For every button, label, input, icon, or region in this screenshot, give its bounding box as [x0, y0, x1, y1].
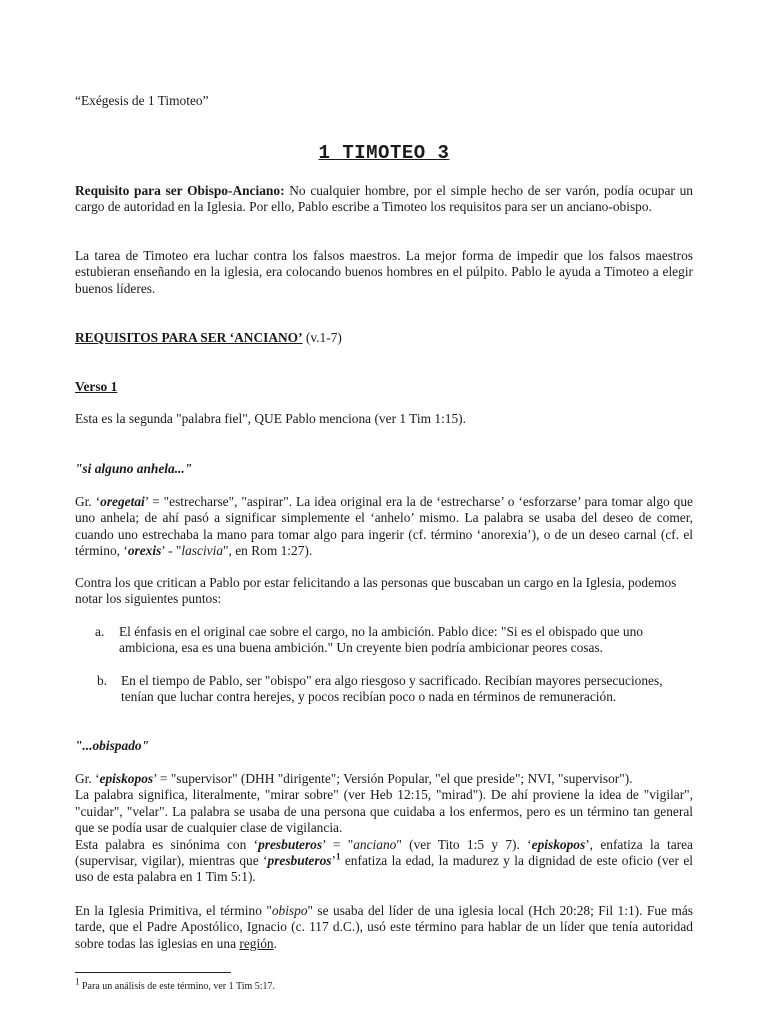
paragraph-tarea: La tarea de Timoteo era luchar contra los falsos maestros. La mejor forma de impedir que los falsos maestros estubieran enseñando en la iglesia, era colocando buenos hombres en el púlpito. Pablo le ayuda a Timoteo a elegir buenos líderes. — [75, 248, 693, 296]
gr2-l3b: ’ = " — [322, 836, 354, 852]
footnote-mark: 1 — [75, 976, 80, 987]
gr2-l3a: Esta palabra es sinónima con ‘ — [75, 836, 259, 852]
region-link[interactable]: región — [239, 935, 274, 951]
document-header-quote: “Exégesis de 1 Timoteo” — [75, 93, 209, 108]
gr2-prefix: Gr. ‘ — [75, 771, 100, 786]
paragraph-episkopos — [75, 771, 693, 886]
gr2-l3d: ’, enfatiza la tarea (supervisar, vigilar), mientras que ‘ — [75, 836, 693, 869]
list-marker: b. — [97, 673, 108, 688]
gr1-word: oregetai — [100, 494, 145, 509]
verse-heading — [75, 379, 693, 395]
section-heading-ref: (v.1-7) — [302, 330, 342, 345]
iglesia-a: En la Iglesia Primitiva, el término " — [75, 903, 272, 918]
iglesia-word: obispo — [271, 903, 308, 918]
gr2-word-episkopos2: episkopos — [531, 836, 586, 852]
list-item-text: En el tiempo de Pablo, ser "obispo" era algo riesgoso y sacrificado. Recibían mayores persecuciones, tenían que luchar contra herejes, y pocos recibían poco o nada en términos de remuneración. — [121, 673, 663, 705]
requisito-text: No cualquier hombre, por el simple hecho de ser varón, podía ocupar un cargo de autoridad en la Iglesia. Por ello, Pablo escribe a Timoteo los requisitos para ser un anciano-obispo. — [75, 183, 693, 215]
phrase-heading-obispado — [75, 738, 693, 754]
footnote — [75, 976, 276, 995]
gr2-word-anciano: anciano — [353, 836, 397, 852]
gr1-end: ", en Rom 1:27). — [223, 543, 313, 559]
gr2-l3e: ’ — [331, 853, 336, 869]
gr2-word-presbuteros: presbuteros — [258, 836, 323, 852]
iglesia-b: " se usaba del líder de una iglesia local (Hch 20:28; Fil 1:1). Fue más tarde, que el Padre Apostólico, Ignacio (c. 117 d.C.), usó este término para hablar de un líder que tenía autoridad sobre todas las iglesias en una — [75, 903, 693, 951]
verse-text: Esta es la segunda "palabra fiel", QUE Pablo menciona (ver 1 Tim 1:15). — [75, 411, 466, 426]
phrase-anhela-text: "si alguno anhela..." — [75, 461, 193, 476]
page-title: 1 TIMOTEO 3 — [318, 142, 450, 164]
section-heading — [75, 330, 693, 346]
list-marker: a. — [95, 624, 105, 639]
gr2-l3f: enfatiza la edad, la madurez y la dignidad de este oficio (ver el uso de esta palabra en 1 Tim 5:1). — [75, 853, 693, 885]
gr1-prefix: Gr. ‘ — [75, 494, 101, 509]
verse-heading-text: Verso 1 — [75, 379, 118, 394]
requisito-label: Requisito para ser Obispo-Anciano: — [75, 183, 285, 198]
gr2-line1-rest: ’ = "supervisor" (DHH "dirigente"; Versión Popular, "el que preside"; NVI, "supervisor"). — [153, 771, 633, 786]
section-heading-text: REQUISITOS PARA SER ‘ANCIANO’ — [75, 330, 303, 345]
phrase-heading-anhela — [75, 461, 693, 477]
episkopos-line3 — [75, 837, 693, 886]
gr2-word: episkopos — [99, 771, 154, 786]
list-item-text: El énfasis en el original cae sobre el cargo, no la ambición. Pablo dice: "Si es el obispado que uno ambiciona, esa es una buena ambición." Un creyente bien podría ambicionar peores cosas. — [119, 624, 643, 656]
footnote-divider — [75, 972, 231, 973]
gr1-sep: ’ - " — [161, 543, 182, 559]
paragraph-requisito — [75, 183, 693, 216]
footnote-ref[interactable]: 1 — [335, 851, 341, 862]
gr2-l3c: " (ver Tito 1:5 y 7). ‘ — [396, 836, 532, 852]
phrase-obispado-text: "...obispado" — [75, 738, 150, 753]
footnote-text: Para un análisis de este término, ver 1 Tim 5:17. — [79, 981, 276, 992]
gr2-word-presbuteros2: presbuteros — [267, 853, 332, 869]
paragraph-oregetai — [75, 494, 693, 560]
gr1-body: ’ = "estrecharse", "aspirar". La idea original era la de ‘estrecharse’ o ‘esforzarse’ para tomar algo que uno anhela; de ahí pasó a significar simplemente el ‘anhelo’ mismo. La palabra se usaba del deseo de comer, cuando uno estrechaba la mano para tomar algo para ingerir (cf. término ‘anorexia’), o de un deseo carnal (cf. el término, ‘ — [75, 494, 693, 559]
episkopos-line2: La palabra significa, literalmente, "mirar sobre" (ver Heb 12:15, "mirad"). De ahí proviene la idea de "vigilar", "cuidar", "velar". La palabra se usaba de una persona que cuidaba a los enfermos, pero es un término tan general que se podía usar de cualquier clase de vigilancia. — [75, 787, 693, 836]
paragraph-iglesia — [75, 903, 693, 952]
paragraph-contra: Contra los que critican a Pablo por estar felicitando a las personas que buscaban un cargo en la Iglesia, podemos notar los siguientes puntos: — [75, 575, 677, 607]
episkopos-line1 — [75, 771, 693, 787]
gr1-word2: orexis — [127, 543, 162, 559]
iglesia-c: . — [273, 935, 277, 951]
gr1-word3: lascivia — [181, 543, 224, 559]
